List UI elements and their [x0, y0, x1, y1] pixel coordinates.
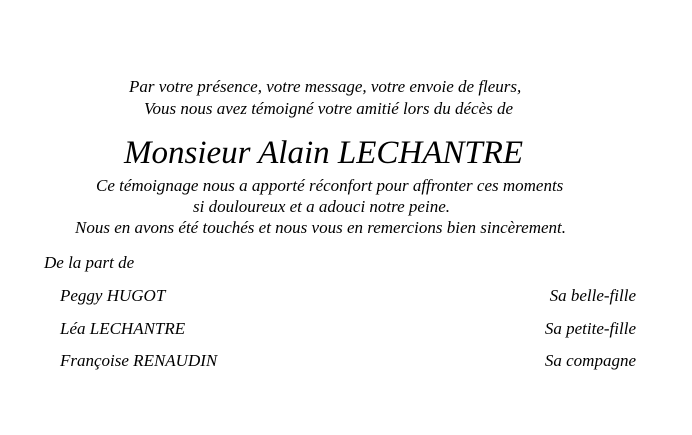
family-member-row	[60, 352, 636, 369]
message-line-2: Vous nous avez témoigné votre amitié lors du décès de	[144, 99, 514, 118]
family-member-relation: Sa petite-fille	[544, 319, 636, 338]
message-line-1: Par votre présence, votre message, votre envoie de fleurs,	[129, 77, 522, 96]
family-member-row	[60, 287, 636, 304]
family-member-relation: Sa belle-fille	[549, 286, 636, 305]
message-line-3: Ce témoignage nous a apporté réconfort pour affronter ces moments	[96, 176, 564, 195]
family-member-relation: Sa compagne	[544, 351, 636, 370]
family-member-name: Françoise RENAUDIN	[60, 351, 218, 370]
family-member-name: Léa LECHANTRE	[60, 319, 186, 338]
deceased-name: Monsieur Alain LECHANTRE	[124, 135, 524, 171]
message-line-5: Nous en avons été touchés et nous vous en remercions bien sincèrement.	[75, 218, 566, 237]
message-line-4: si douloureux et a adouci notre peine.	[193, 197, 450, 216]
from-label: De la part de	[44, 253, 135, 272]
family-member-row	[60, 320, 636, 337]
family-member-name: Peggy HUGOT	[60, 286, 166, 305]
